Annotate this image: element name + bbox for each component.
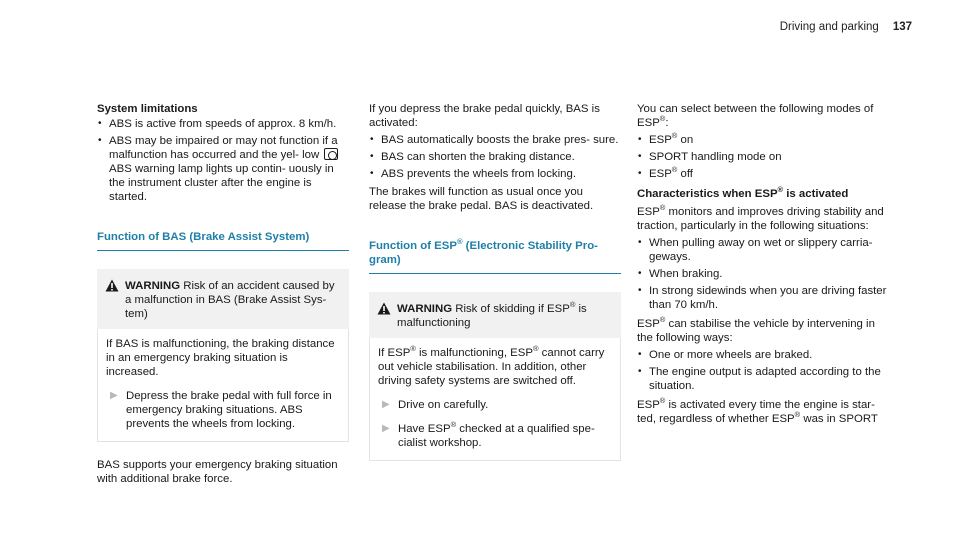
bas-deactivation-text: The brakes will function as usual once you release the brake pedal. BAS is deactivated. [369, 186, 594, 212]
list-item: • In strong sidewinds when you are driving faster than 70 km/h. [637, 284, 892, 312]
text-part: ESP [637, 206, 660, 218]
action-item [378, 422, 612, 450]
heading-part: Characteristics when ESP [637, 188, 778, 200]
mode-text: SPORT handling mode on [649, 151, 782, 163]
text-part: is activated every time the engine is star- ted, regardless of whether ESP [637, 399, 875, 425]
esp-heading-part: (Electronic Stability Pro- gram) [369, 240, 598, 266]
body-text-part: If ESP [378, 347, 411, 359]
action-item [106, 389, 340, 431]
bas-support-text: BAS supports your emergency braking situation with additional brake force. [97, 459, 338, 485]
column-middle [369, 102, 621, 461]
heading-rule [97, 250, 349, 251]
mode-text: off [680, 168, 693, 180]
arrow-right-icon: ▶ [382, 399, 390, 410]
text-part: monitors and improves driving stability and traction, particularly in the following situations: [637, 206, 884, 232]
action-text [398, 422, 612, 450]
registered-mark: ® [532, 344, 539, 354]
warning-text [397, 302, 613, 330]
characteristics-heading [637, 187, 892, 201]
intro-part: You can select between the following modes of ESP [637, 103, 874, 129]
stabilise-text [637, 317, 892, 345]
abs-warning-lamp-icon [324, 148, 338, 160]
text-part: can stabilise the vehicle by intervening in the following ways: [637, 318, 875, 344]
registered-mark: ® [450, 420, 457, 430]
warning-description: Risk of skidding if ESP [455, 303, 570, 315]
registered-mark: ® [777, 185, 784, 195]
bas-heading: Function of BAS (Brake Assist System) [97, 231, 310, 243]
heading-part: is activated [786, 188, 849, 200]
esp-modes-list [637, 133, 892, 181]
characteristics-text [637, 205, 892, 233]
warning-body-text [378, 346, 612, 388]
warning-triangle-icon [105, 279, 119, 292]
text-part: ESP [637, 399, 660, 411]
action-text-part: checked at a qualified spe- cialist workshop. [398, 423, 595, 449]
warning-triangle-icon [377, 302, 391, 315]
list-item [637, 133, 892, 147]
esp-heading [369, 239, 621, 267]
activation-text [637, 398, 892, 426]
action-item [378, 398, 612, 412]
list-item: • BAS automatically boosts the brake pres- sure. [369, 133, 621, 147]
list-item [637, 167, 892, 181]
list-item [97, 134, 349, 204]
page-number: 137 [892, 21, 912, 33]
ways-list [637, 348, 892, 393]
bas-activation-list [369, 133, 621, 181]
section-title: Driving and parking [779, 21, 879, 33]
registered-mark: ® [659, 315, 666, 325]
mode-text: ESP [649, 168, 672, 180]
warning-body [369, 338, 621, 461]
list-item-text: low [302, 149, 320, 161]
arrow-right-icon: ▶ [110, 390, 118, 401]
action-text: Drive on carefully. [398, 399, 489, 411]
warning-body-text: If BAS is malfunctioning, the braking distance in an emergency braking situation is increased. [106, 338, 335, 378]
bas-activation-intro: If you depress the brake pedal quickly, BAS is activated: [369, 103, 600, 129]
system-limitations-heading: System limitations [97, 103, 198, 115]
intro-part: : [665, 117, 669, 129]
list-item-text: ABS may be impaired or may not function if a malfunction has occurred and the yel- [109, 135, 338, 161]
action-text: Depress the brake pedal with full force in emergency braking situations. ABS prevents the wheels from locking. [126, 390, 332, 430]
arrow-right-icon: ▶ [382, 423, 390, 434]
situations-list [637, 236, 892, 312]
column-left [97, 102, 349, 486]
body-text-part: is malfunctioning, ESP [419, 347, 533, 359]
body-text-part: cannot carry out vehicle stabilisation. In addition, other driving safety systems are switched off. [378, 347, 605, 387]
list-item: • When pulling away on wet or slippery carria- geways. [637, 236, 892, 264]
warning-text [125, 279, 341, 321]
esp-heading-part: Function of ESP [369, 240, 457, 252]
warning-label: WARNING [125, 280, 181, 292]
list-item [637, 150, 892, 164]
esp-warning-box [369, 292, 621, 461]
warning-description: is malfunctioning [397, 303, 587, 329]
list-item: • ABS is active from speeds of approx. 8 km/h. [97, 117, 349, 131]
action-text-part: Have ESP [398, 423, 451, 435]
registered-mark: ® [671, 131, 678, 141]
text-part: was in SPORT [803, 413, 878, 425]
registered-mark: ® [794, 410, 801, 420]
warning-label: WARNING [397, 303, 453, 315]
list-item: • BAS can shorten the braking distance. [369, 150, 621, 164]
registered-mark: ® [671, 165, 678, 175]
registered-mark: ® [456, 237, 463, 247]
warning-description: Risk of an accident caused by a malfunction in BAS (Brake Assist Sys- tem) [125, 280, 335, 320]
page-header [780, 20, 912, 34]
text-part: ESP [637, 318, 660, 330]
heading-rule [369, 273, 621, 274]
registered-mark: ® [659, 203, 666, 213]
list-item-text: ABS warning lamp lights up contin- uously in the instrument cluster after the engine is started. [109, 163, 334, 203]
registered-mark: ® [410, 344, 416, 354]
list-item: • When braking. [637, 267, 892, 281]
bas-warning-box [97, 269, 349, 442]
warning-header [369, 292, 621, 338]
esp-modes-intro [637, 102, 892, 130]
list-item: • ABS prevents the wheels from locking. [369, 167, 621, 181]
column-right [637, 102, 892, 426]
warning-header [97, 269, 349, 329]
list-item: • The engine output is adapted according to the situation. [637, 365, 892, 393]
registered-mark: ® [659, 396, 666, 406]
system-limitations-list [97, 117, 349, 204]
warning-body [97, 329, 349, 442]
list-item: • One or more wheels are braked. [637, 348, 892, 362]
registered-mark: ® [569, 300, 576, 310]
mode-text: on [680, 134, 694, 146]
mode-text: ESP [649, 134, 672, 146]
registered-mark: ® [659, 114, 666, 124]
